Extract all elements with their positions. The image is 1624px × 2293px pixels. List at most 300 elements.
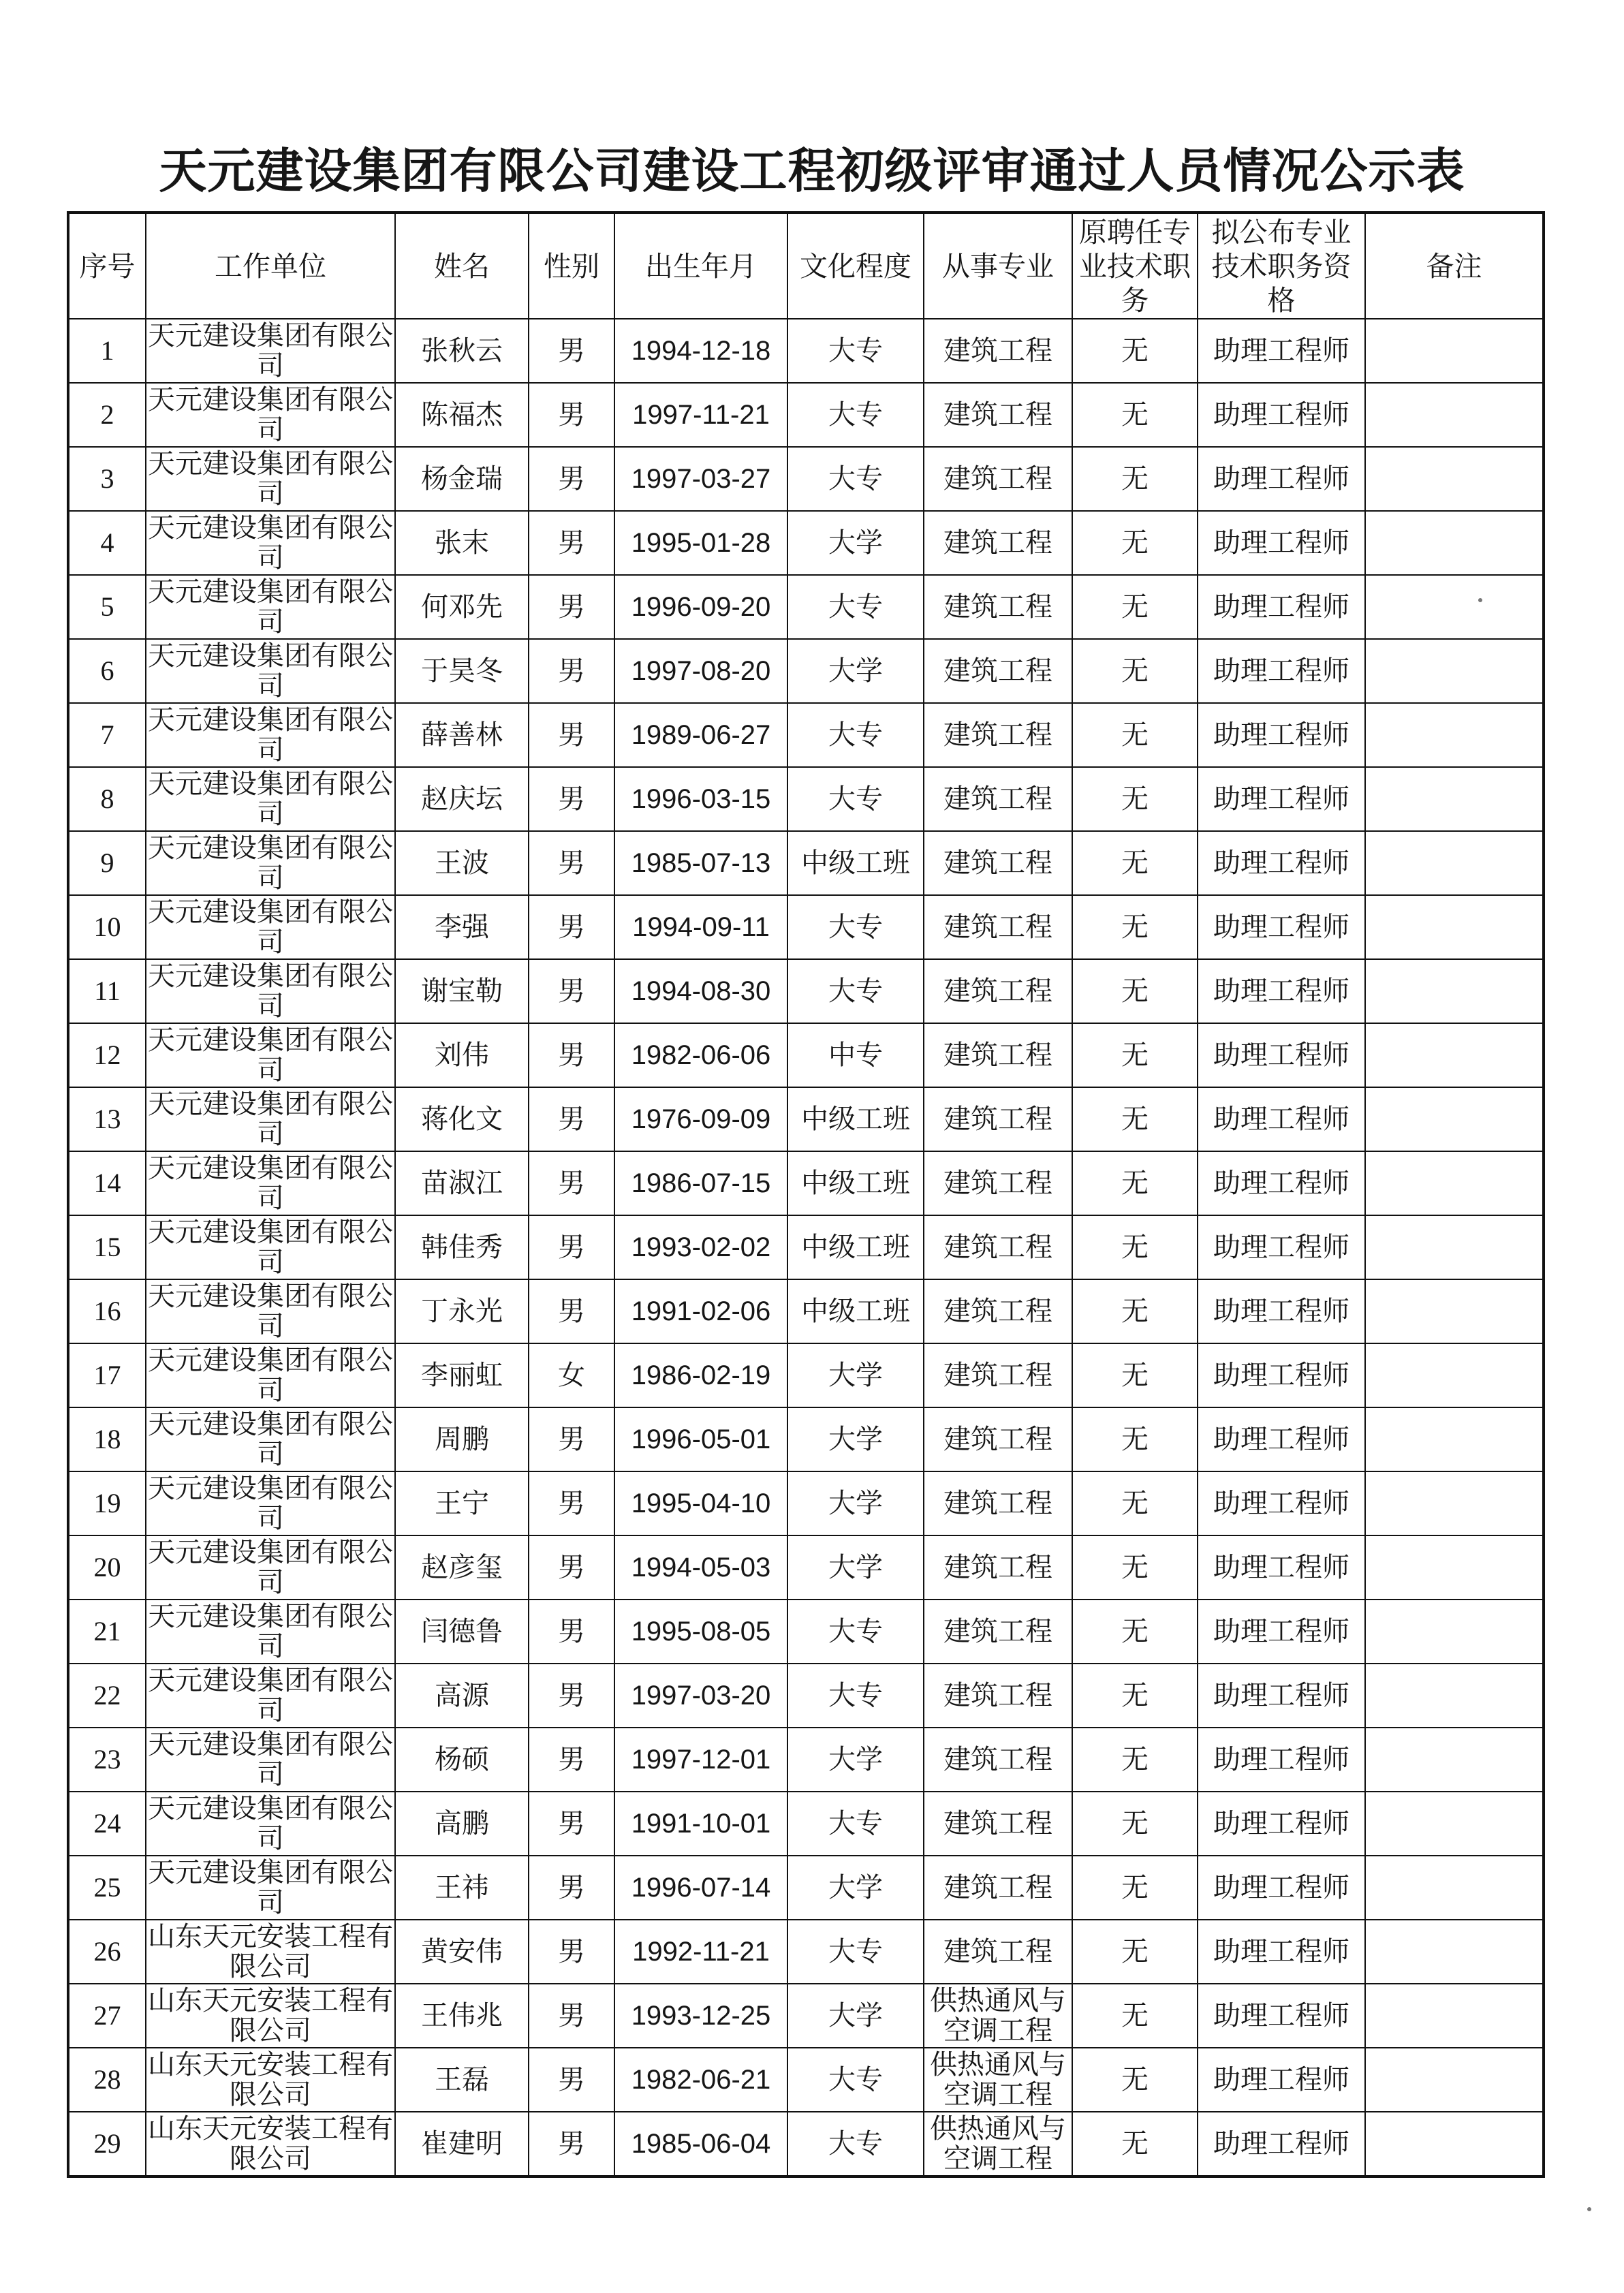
cell-original-title: 无	[1072, 1600, 1198, 1664]
roster-body	[68, 319, 1544, 2177]
table-row	[68, 1792, 1544, 1856]
cell-original-title: 无	[1072, 1023, 1198, 1087]
cell-gender: 男	[529, 1087, 614, 1151]
cell-name: 杨硕	[395, 1728, 529, 1792]
cell-major: 建筑工程	[924, 1600, 1072, 1664]
cell-birth: 1997-12-01	[614, 1728, 787, 1792]
table-row	[68, 703, 1544, 767]
table-row	[68, 2048, 1544, 2112]
cell-name: 崔建明	[395, 2112, 529, 2177]
cell-birth: 1995-01-28	[614, 511, 787, 575]
cell-remarks	[1365, 831, 1544, 895]
scan-speck	[1587, 2207, 1591, 2211]
cell-seq: 20	[68, 1535, 146, 1600]
cell-major: 建筑工程	[924, 575, 1072, 639]
roster-table	[67, 211, 1545, 2178]
table-row	[68, 1471, 1544, 1535]
cell-major: 建筑工程	[924, 1792, 1072, 1856]
cell-proposed-title: 助理工程师	[1198, 1471, 1365, 1535]
cell-seq: 8	[68, 767, 146, 831]
cell-unit: 天元建设集团有限公司	[146, 1087, 395, 1151]
cell-major: 建筑工程	[924, 703, 1072, 767]
cell-seq: 22	[68, 1664, 146, 1728]
cell-major: 建筑工程	[924, 767, 1072, 831]
cell-major: 建筑工程	[924, 1471, 1072, 1535]
cell-seq: 9	[68, 831, 146, 895]
cell-name: 李丽虹	[395, 1343, 529, 1407]
cell-unit: 山东天元安装工程有限公司	[146, 2048, 395, 2112]
cell-birth: 1989-06-27	[614, 703, 787, 767]
cell-birth: 1986-02-19	[614, 1343, 787, 1407]
cell-seq: 21	[68, 1600, 146, 1664]
cell-unit: 山东天元安装工程有限公司	[146, 1984, 395, 2048]
cell-unit: 天元建设集团有限公司	[146, 1600, 395, 1664]
cell-original-title: 无	[1072, 1151, 1198, 1215]
cell-unit: 天元建设集团有限公司	[146, 959, 395, 1023]
cell-proposed-title: 助理工程师	[1198, 511, 1365, 575]
cell-gender: 男	[529, 1535, 614, 1600]
cell-unit: 天元建设集团有限公司	[146, 1535, 395, 1600]
cell-birth: 1992-11-21	[614, 1920, 787, 1984]
table-row	[68, 575, 1544, 639]
cell-unit: 天元建设集团有限公司	[146, 639, 395, 703]
table-row	[68, 1407, 1544, 1471]
cell-name: 赵庆坛	[395, 767, 529, 831]
cell-remarks	[1365, 1792, 1544, 1856]
cell-name: 谢宝勒	[395, 959, 529, 1023]
cell-unit: 天元建设集团有限公司	[146, 1407, 395, 1471]
cell-birth: 1995-04-10	[614, 1471, 787, 1535]
cell-name: 陈福杰	[395, 383, 529, 447]
header-seq: 序号	[68, 213, 146, 319]
cell-proposed-title: 助理工程师	[1198, 1792, 1365, 1856]
cell-major: 建筑工程	[924, 1151, 1072, 1215]
cell-seq: 19	[68, 1471, 146, 1535]
cell-education: 大专	[787, 447, 924, 511]
cell-original-title: 无	[1072, 1343, 1198, 1407]
cell-proposed-title: 助理工程师	[1198, 2112, 1365, 2177]
cell-major: 建筑工程	[924, 447, 1072, 511]
cell-proposed-title: 助理工程师	[1198, 959, 1365, 1023]
cell-remarks	[1365, 447, 1544, 511]
cell-original-title: 无	[1072, 1984, 1198, 2048]
cell-original-title: 无	[1072, 1728, 1198, 1792]
cell-remarks	[1365, 575, 1544, 639]
cell-unit: 天元建设集团有限公司	[146, 1664, 395, 1728]
cell-seq: 18	[68, 1407, 146, 1471]
cell-education: 大专	[787, 1920, 924, 1984]
cell-major: 建筑工程	[924, 1920, 1072, 1984]
cell-proposed-title: 助理工程师	[1198, 575, 1365, 639]
cell-original-title: 无	[1072, 1664, 1198, 1728]
cell-original-title: 无	[1072, 1920, 1198, 1984]
cell-education: 大专	[787, 895, 924, 959]
cell-birth: 1994-12-18	[614, 319, 787, 383]
cell-birth: 1982-06-21	[614, 2048, 787, 2112]
header-remarks: 备注	[1365, 213, 1544, 319]
cell-birth: 1993-12-25	[614, 1984, 787, 2048]
cell-seq: 17	[68, 1343, 146, 1407]
cell-original-title: 无	[1072, 1215, 1198, 1279]
page-title: 天元建设集团有限公司建设工程初级评审通过人员情况公示表	[159, 143, 1465, 199]
cell-proposed-title: 助理工程师	[1198, 1151, 1365, 1215]
cell-name: 蒋化文	[395, 1087, 529, 1151]
cell-gender: 男	[529, 1792, 614, 1856]
cell-name: 黄安伟	[395, 1920, 529, 1984]
cell-remarks	[1365, 1279, 1544, 1343]
table-row	[68, 1535, 1544, 1600]
cell-major: 建筑工程	[924, 895, 1072, 959]
cell-gender: 男	[529, 639, 614, 703]
cell-proposed-title: 助理工程师	[1198, 1215, 1365, 1279]
cell-remarks	[1365, 383, 1544, 447]
table-row	[68, 831, 1544, 895]
cell-proposed-title: 助理工程师	[1198, 1407, 1365, 1471]
cell-proposed-title: 助理工程师	[1198, 1984, 1365, 2048]
cell-birth: 1985-06-04	[614, 2112, 787, 2177]
cell-remarks	[1365, 895, 1544, 959]
table-row	[68, 1728, 1544, 1792]
cell-gender: 男	[529, 319, 614, 383]
cell-remarks	[1365, 1407, 1544, 1471]
cell-major: 建筑工程	[924, 1535, 1072, 1600]
cell-education: 中级工班	[787, 1215, 924, 1279]
cell-gender: 男	[529, 895, 614, 959]
cell-birth: 1996-09-20	[614, 575, 787, 639]
cell-original-title: 无	[1072, 639, 1198, 703]
cell-education: 大专	[787, 319, 924, 383]
cell-education: 大学	[787, 1856, 924, 1920]
cell-birth: 1996-03-15	[614, 767, 787, 831]
cell-original-title: 无	[1072, 1471, 1198, 1535]
cell-education: 中级工班	[787, 1151, 924, 1215]
cell-name: 韩佳秀	[395, 1215, 529, 1279]
cell-remarks	[1365, 1471, 1544, 1535]
cell-education: 大学	[787, 639, 924, 703]
cell-education: 大学	[787, 1343, 924, 1407]
cell-name: 赵彦玺	[395, 1535, 529, 1600]
table-row	[68, 959, 1544, 1023]
cell-birth: 1991-10-01	[614, 1792, 787, 1856]
cell-education: 大学	[787, 1728, 924, 1792]
cell-education: 大学	[787, 511, 924, 575]
cell-unit: 天元建设集团有限公司	[146, 767, 395, 831]
cell-remarks	[1365, 1343, 1544, 1407]
cell-birth: 1996-07-14	[614, 1856, 787, 1920]
cell-seq: 1	[68, 319, 146, 383]
cell-major: 建筑工程	[924, 1087, 1072, 1151]
cell-name: 高源	[395, 1664, 529, 1728]
table-row	[68, 639, 1544, 703]
cell-proposed-title: 助理工程师	[1198, 639, 1365, 703]
table-row	[68, 511, 1544, 575]
cell-education: 大专	[787, 575, 924, 639]
cell-seq: 11	[68, 959, 146, 1023]
cell-education: 大学	[787, 1535, 924, 1600]
table-row	[68, 1984, 1544, 2048]
cell-proposed-title: 助理工程师	[1198, 1343, 1365, 1407]
cell-proposed-title: 助理工程师	[1198, 1728, 1365, 1792]
cell-unit: 天元建设集团有限公司	[146, 319, 395, 383]
cell-original-title: 无	[1072, 511, 1198, 575]
cell-seq: 13	[68, 1087, 146, 1151]
cell-original-title: 无	[1072, 703, 1198, 767]
table-row	[68, 1856, 1544, 1920]
cell-unit: 天元建设集团有限公司	[146, 895, 395, 959]
cell-seq: 24	[68, 1792, 146, 1856]
cell-birth: 1995-08-05	[614, 1600, 787, 1664]
table-row	[68, 383, 1544, 447]
cell-gender: 男	[529, 1023, 614, 1087]
cell-remarks	[1365, 1984, 1544, 2048]
header-gender: 性别	[529, 213, 614, 319]
cell-unit: 天元建设集团有限公司	[146, 1343, 395, 1407]
cell-birth: 1997-08-20	[614, 639, 787, 703]
cell-unit: 天元建设集团有限公司	[146, 1856, 395, 1920]
cell-unit: 天元建设集团有限公司	[146, 1151, 395, 1215]
header-unit: 工作单位	[146, 213, 395, 319]
cell-gender: 男	[529, 1471, 614, 1535]
table-row	[68, 447, 1544, 511]
cell-gender: 男	[529, 383, 614, 447]
cell-education: 中级工班	[787, 1279, 924, 1343]
cell-major: 建筑工程	[924, 639, 1072, 703]
cell-education: 大专	[787, 2048, 924, 2112]
cell-gender: 男	[529, 1279, 614, 1343]
cell-name: 刘伟	[395, 1023, 529, 1087]
cell-major: 建筑工程	[924, 1728, 1072, 1792]
table-row	[68, 1279, 1544, 1343]
table-row	[68, 1664, 1544, 1728]
scan-speck	[1478, 598, 1482, 602]
cell-education: 中级工班	[787, 1087, 924, 1151]
cell-major: 供热通风与空调工程	[924, 2048, 1072, 2112]
table-row	[68, 1087, 1544, 1151]
cell-major: 建筑工程	[924, 383, 1072, 447]
table-row	[68, 1023, 1544, 1087]
cell-birth: 1994-08-30	[614, 959, 787, 1023]
cell-name: 张末	[395, 511, 529, 575]
cell-unit: 天元建设集团有限公司	[146, 383, 395, 447]
cell-education: 大专	[787, 1664, 924, 1728]
cell-major: 供热通风与空调工程	[924, 1984, 1072, 2048]
cell-seq: 29	[68, 2112, 146, 2177]
cell-seq: 14	[68, 1151, 146, 1215]
cell-proposed-title: 助理工程师	[1198, 383, 1365, 447]
cell-proposed-title: 助理工程师	[1198, 1664, 1365, 1728]
cell-gender: 男	[529, 703, 614, 767]
cell-remarks	[1365, 703, 1544, 767]
cell-gender: 男	[529, 767, 614, 831]
cell-remarks	[1365, 1151, 1544, 1215]
cell-name: 王祎	[395, 1856, 529, 1920]
cell-name: 周鹏	[395, 1407, 529, 1471]
cell-remarks	[1365, 639, 1544, 703]
header-birth: 出生年月	[614, 213, 787, 319]
cell-remarks	[1365, 1023, 1544, 1087]
cell-proposed-title: 助理工程师	[1198, 2048, 1365, 2112]
cell-education: 大学	[787, 1471, 924, 1535]
cell-education: 大专	[787, 1792, 924, 1856]
cell-major: 建筑工程	[924, 1215, 1072, 1279]
cell-major: 建筑工程	[924, 511, 1072, 575]
cell-gender: 男	[529, 1920, 614, 1984]
cell-name: 王宁	[395, 1471, 529, 1535]
cell-remarks	[1365, 1664, 1544, 1728]
cell-name: 苗淑江	[395, 1151, 529, 1215]
cell-birth: 1994-09-11	[614, 895, 787, 959]
cell-original-title: 无	[1072, 575, 1198, 639]
cell-education: 中级工班	[787, 831, 924, 895]
cell-remarks	[1365, 959, 1544, 1023]
cell-gender: 男	[529, 447, 614, 511]
cell-major: 供热通风与空调工程	[924, 2112, 1072, 2177]
cell-proposed-title: 助理工程师	[1198, 703, 1365, 767]
header-major: 从事专业	[924, 213, 1072, 319]
cell-remarks	[1365, 2112, 1544, 2177]
cell-birth: 1986-07-15	[614, 1151, 787, 1215]
cell-seq: 6	[68, 639, 146, 703]
cell-seq: 2	[68, 383, 146, 447]
cell-gender: 男	[529, 2048, 614, 2112]
cell-birth: 1997-11-21	[614, 383, 787, 447]
cell-major: 建筑工程	[924, 959, 1072, 1023]
table-row	[68, 767, 1544, 831]
header-proposed-title: 拟公布专业技术职务资格	[1198, 213, 1365, 319]
cell-proposed-title: 助理工程师	[1198, 1920, 1365, 1984]
cell-remarks	[1365, 1215, 1544, 1279]
cell-name: 闫德鲁	[395, 1600, 529, 1664]
cell-major: 建筑工程	[924, 1023, 1072, 1087]
cell-name: 李强	[395, 895, 529, 959]
header-education: 文化程度	[787, 213, 924, 319]
cell-education: 大专	[787, 767, 924, 831]
cell-unit: 天元建设集团有限公司	[146, 447, 395, 511]
cell-seq: 26	[68, 1920, 146, 1984]
table-row	[68, 1920, 1544, 1984]
cell-unit: 天元建设集团有限公司	[146, 1728, 395, 1792]
cell-birth: 1976-09-09	[614, 1087, 787, 1151]
cell-original-title: 无	[1072, 767, 1198, 831]
cell-proposed-title: 助理工程师	[1198, 1856, 1365, 1920]
cell-seq: 23	[68, 1728, 146, 1792]
cell-original-title: 无	[1072, 1535, 1198, 1600]
cell-name: 杨金瑞	[395, 447, 529, 511]
cell-gender: 男	[529, 1664, 614, 1728]
cell-birth: 1996-05-01	[614, 1407, 787, 1471]
cell-gender: 男	[529, 1984, 614, 2048]
cell-unit: 山东天元安装工程有限公司	[146, 2112, 395, 2177]
cell-original-title: 无	[1072, 383, 1198, 447]
cell-remarks	[1365, 1087, 1544, 1151]
cell-original-title: 无	[1072, 831, 1198, 895]
cell-remarks	[1365, 511, 1544, 575]
cell-unit: 天元建设集团有限公司	[146, 1215, 395, 1279]
cell-birth: 1993-02-02	[614, 1215, 787, 1279]
header-row	[68, 213, 1544, 319]
cell-seq: 16	[68, 1279, 146, 1343]
cell-remarks	[1365, 319, 1544, 383]
cell-gender: 男	[529, 831, 614, 895]
cell-remarks	[1365, 1920, 1544, 1984]
cell-remarks	[1365, 1535, 1544, 1600]
cell-gender: 男	[529, 1151, 614, 1215]
cell-gender: 男	[529, 1728, 614, 1792]
cell-proposed-title: 助理工程师	[1198, 1087, 1365, 1151]
cell-name: 于昊冬	[395, 639, 529, 703]
cell-original-title: 无	[1072, 1856, 1198, 1920]
cell-proposed-title: 助理工程师	[1198, 1023, 1365, 1087]
table-row	[68, 1215, 1544, 1279]
cell-seq: 5	[68, 575, 146, 639]
cell-name: 王伟兆	[395, 1984, 529, 2048]
cell-major: 建筑工程	[924, 1279, 1072, 1343]
cell-proposed-title: 助理工程师	[1198, 831, 1365, 895]
table-row	[68, 895, 1544, 959]
cell-seq: 27	[68, 1984, 146, 2048]
cell-original-title: 无	[1072, 319, 1198, 383]
cell-gender: 男	[529, 1856, 614, 1920]
cell-name: 王波	[395, 831, 529, 895]
cell-seq: 10	[68, 895, 146, 959]
cell-name: 高鹏	[395, 1792, 529, 1856]
cell-original-title: 无	[1072, 447, 1198, 511]
cell-seq: 15	[68, 1215, 146, 1279]
cell-name: 丁永光	[395, 1279, 529, 1343]
cell-remarks	[1365, 2048, 1544, 2112]
cell-seq: 28	[68, 2048, 146, 2112]
cell-name: 薛善林	[395, 703, 529, 767]
cell-name: 何邓先	[395, 575, 529, 639]
cell-seq: 4	[68, 511, 146, 575]
cell-seq: 12	[68, 1023, 146, 1087]
cell-unit: 天元建设集团有限公司	[146, 1279, 395, 1343]
cell-remarks	[1365, 1600, 1544, 1664]
cell-proposed-title: 助理工程师	[1198, 767, 1365, 831]
table-row	[68, 1343, 1544, 1407]
table-row	[68, 319, 1544, 383]
header-original-title: 原聘任专业技术职务	[1072, 213, 1198, 319]
cell-gender: 男	[529, 1215, 614, 1279]
cell-original-title: 无	[1072, 959, 1198, 1023]
cell-birth: 1997-03-27	[614, 447, 787, 511]
cell-remarks	[1365, 1856, 1544, 1920]
cell-unit: 天元建设集团有限公司	[146, 703, 395, 767]
cell-name: 王磊	[395, 2048, 529, 2112]
cell-education: 中专	[787, 1023, 924, 1087]
cell-remarks	[1365, 1728, 1544, 1792]
cell-gender: 男	[529, 575, 614, 639]
cell-major: 建筑工程	[924, 831, 1072, 895]
cell-proposed-title: 助理工程师	[1198, 319, 1365, 383]
cell-gender: 男	[529, 2112, 614, 2177]
cell-seq: 25	[68, 1856, 146, 1920]
cell-education: 大专	[787, 703, 924, 767]
cell-original-title: 无	[1072, 1792, 1198, 1856]
cell-proposed-title: 助理工程师	[1198, 1279, 1365, 1343]
cell-education: 大学	[787, 1407, 924, 1471]
cell-seq: 3	[68, 447, 146, 511]
cell-education: 大专	[787, 383, 924, 447]
cell-unit: 天元建设集团有限公司	[146, 575, 395, 639]
cell-gender: 男	[529, 1407, 614, 1471]
cell-original-title: 无	[1072, 895, 1198, 959]
table-row	[68, 2112, 1544, 2177]
cell-education: 大专	[787, 2112, 924, 2177]
cell-birth: 1991-02-06	[614, 1279, 787, 1343]
cell-birth: 1982-06-06	[614, 1023, 787, 1087]
cell-unit: 天元建设集团有限公司	[146, 1023, 395, 1087]
